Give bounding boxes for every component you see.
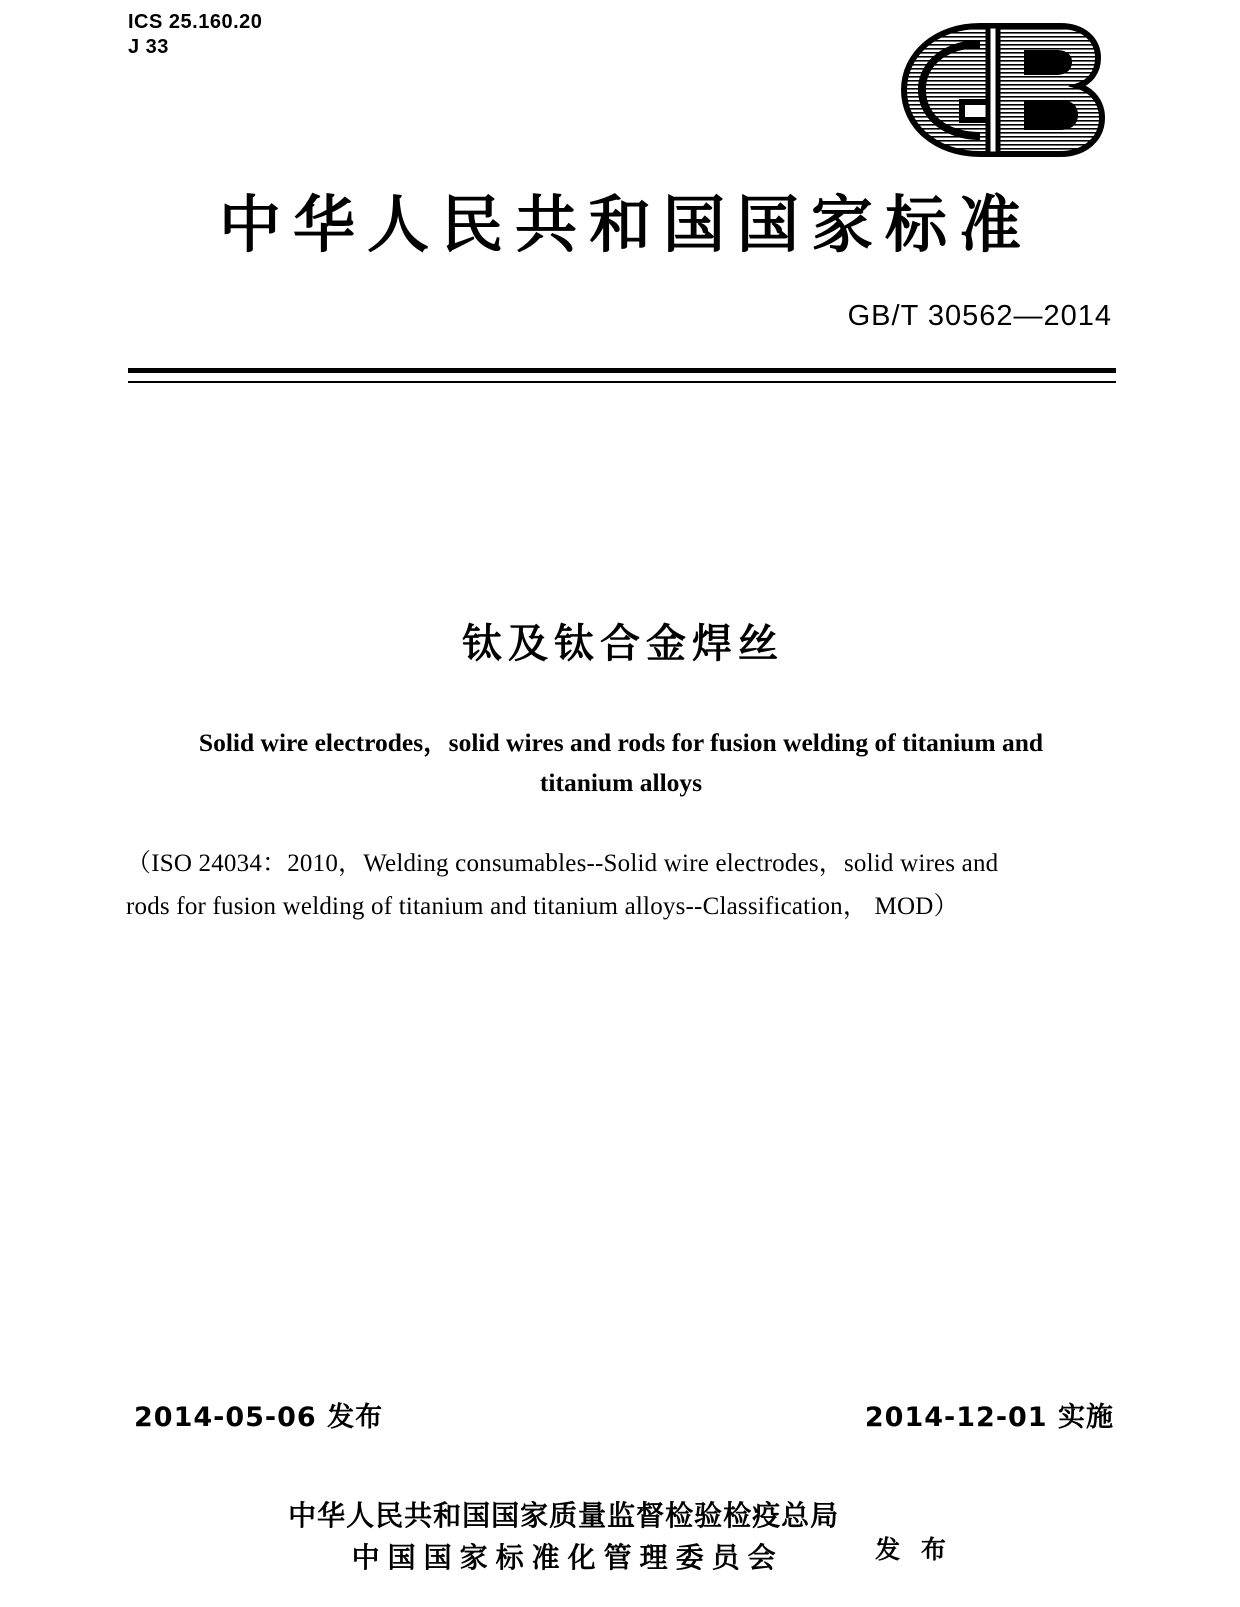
standard-number: GB/T 30562—2014 xyxy=(847,300,1112,332)
iso-correspondence-note xyxy=(126,842,1116,928)
ics-number: ICS 25.160.20 xyxy=(128,11,263,33)
issuer-footer xyxy=(0,1495,1240,1579)
issuer-line-1: 中华人民共和国国家质量监督检验检疫总局 xyxy=(288,1499,840,1532)
implementation-date: 2014-12-01 实施 xyxy=(864,1402,1114,1433)
classification-number: J 33 xyxy=(128,36,169,58)
national-standard-heading: 中华人民共和国国家标准 xyxy=(218,188,1033,261)
divider-thin xyxy=(128,381,1116,383)
document-title-chinese: 钛及钛合金焊丝 xyxy=(462,621,784,667)
issue-date: 2014-05-06 发布 xyxy=(134,1402,384,1433)
issuer-names xyxy=(288,1495,839,1579)
issuer-line-2: 中国国家标准化管理委员会 xyxy=(351,1541,784,1574)
gb-emblem-icon xyxy=(884,20,1116,160)
iso-note-line2: rods for fusion welding of titanium and titanium alloys--Classification， MOD） xyxy=(126,893,959,920)
document-title-english-line1: Solid wire electrodes，solid wires and rods for fusion welding of titanium and xyxy=(198,728,1044,757)
document-title-english xyxy=(150,723,1092,803)
divider-thick xyxy=(128,368,1116,373)
iso-note-line1: （ISO 24034：2010，Welding consumables--Solid wire electrodes，solid wires and xyxy=(126,850,999,877)
ics-classification-block xyxy=(128,10,262,60)
publish-label: 发 布 xyxy=(875,1535,952,1564)
document-title-english-line2: titanium alloys xyxy=(539,768,703,797)
